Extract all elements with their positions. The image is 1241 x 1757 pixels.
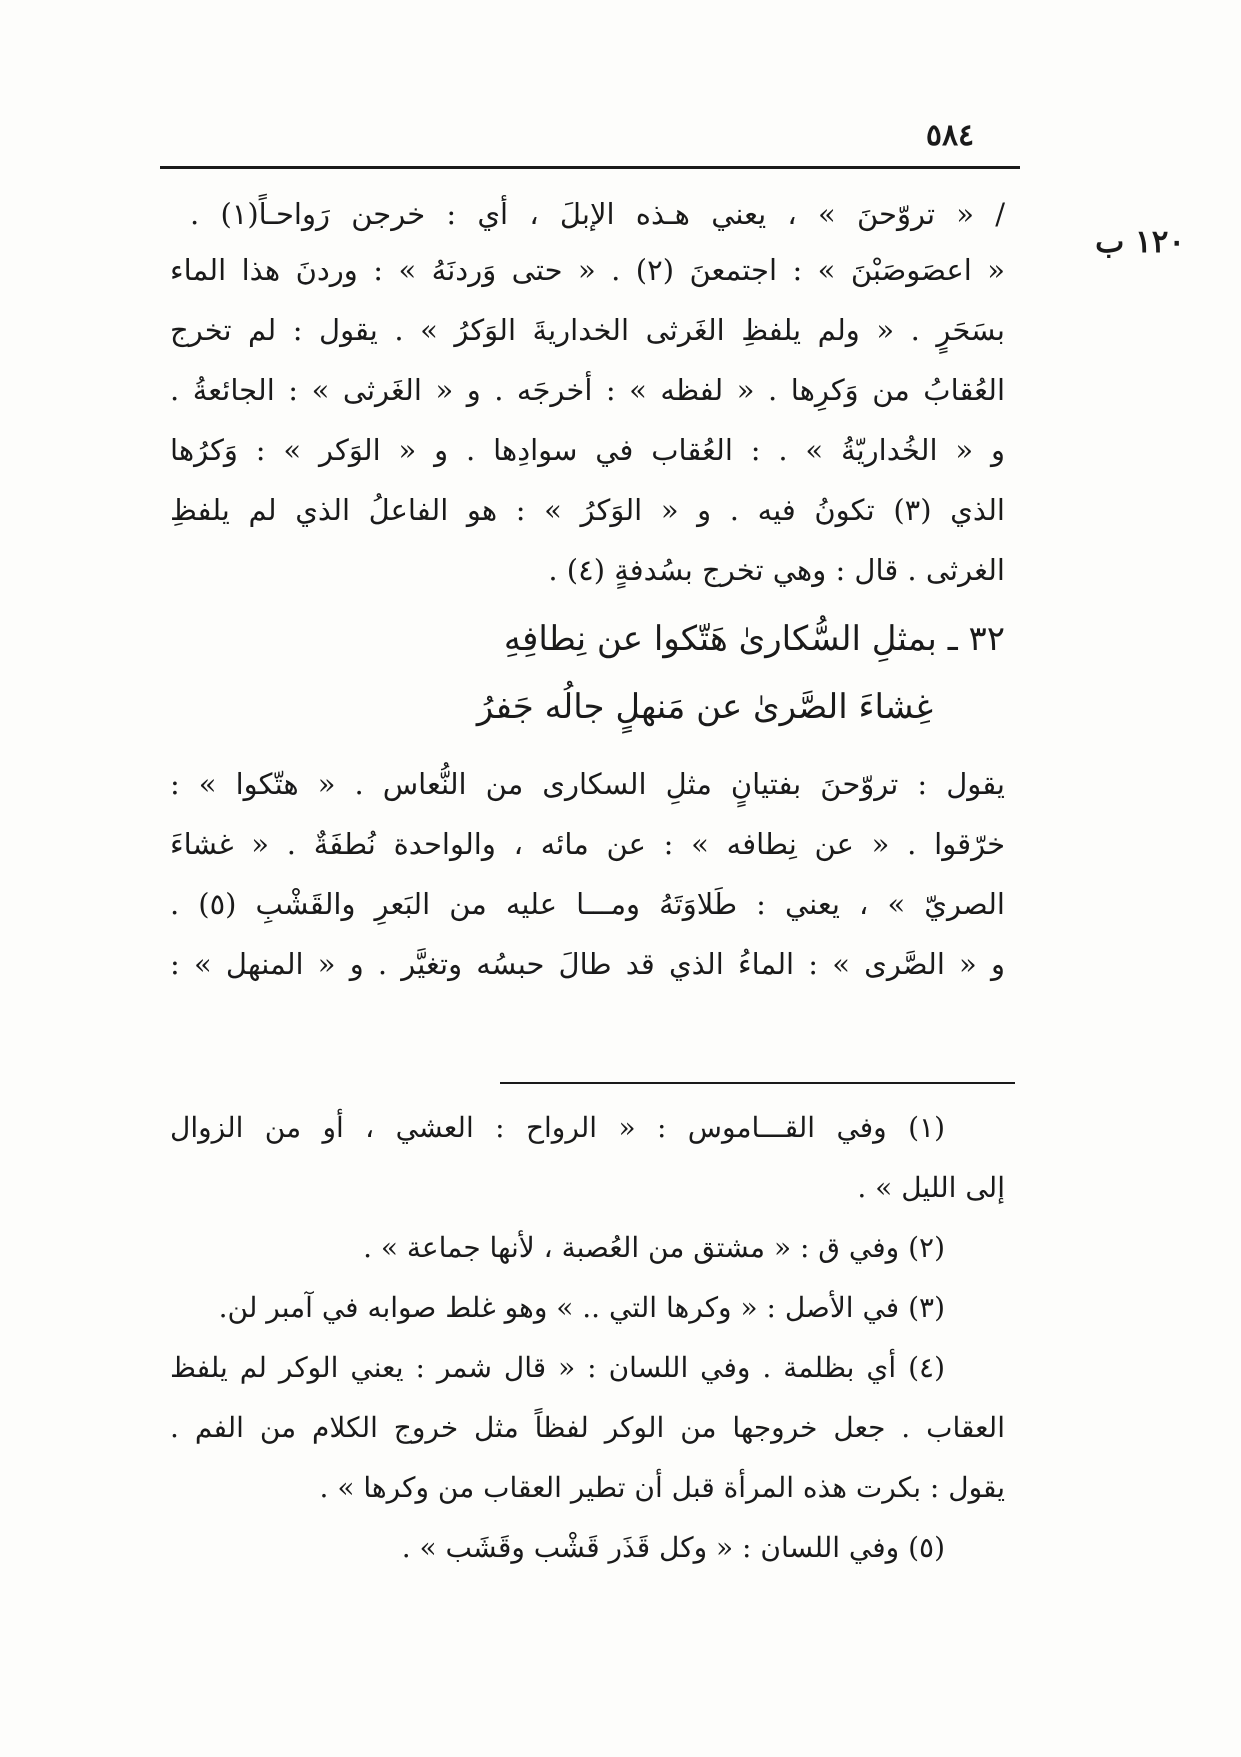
header-rule	[160, 166, 1020, 169]
body-line: « اعصَوصَبْنَ » : اجتمعنَ (٢) . « حتى وَردنَهُ » : وردنَ هذا الماء	[170, 253, 1005, 287]
footnote-line: (١) وفي القـــاموس : « الرواح : العشي ، أو من الزوال	[170, 1111, 945, 1144]
footnote-line: (٣) في الأصل : « وكرها التي .. » وهو غلط صوابه في آمبر لن.	[218, 1291, 945, 1324]
body-line: الذي (٣) تكونُ فيه . و « الوَكرُ » : هو الفاعلُ الذي لم يلفظِ	[170, 493, 1005, 527]
body-line: الغرثى . قال : وهي تخرج بسُدفةٍ (٤) .	[548, 553, 1005, 587]
commentary-line: و « الصَّرى » : الماءُ الذي قد طالَ حبسُه وتغيَّر . و « المنهل » :	[170, 947, 1005, 981]
footnote-line: (٥) وفي اللسان : « وكل قَذَر قَشْب وقَشَب » .	[401, 1531, 945, 1564]
body-line: و « الخُداريّةُ » . : العُقاب في سوادِها . و « الوَكر » : وَكرُها	[170, 433, 1005, 467]
footnote-line: إلى الليل » .	[857, 1171, 1005, 1204]
verse-line-1: ٣٢ ـ بمثلِ السُّكارىٰ هَتّكوا عن نِطافِهِ	[503, 619, 1005, 659]
body-line: / « تروّحنَ » ، يعني هـذه الإبلَ ، أي : خرجن رَواحـاً‏(١) .	[190, 197, 1005, 231]
body-line: بسَحَرٍ . « ولم يلفظِ الغَرثى الخداريةَ الوَكرُ » . يقول : لم تخرج	[170, 313, 1005, 347]
page-number: ٥٨٤	[925, 118, 975, 153]
footnote-line: (٢) وفي ق : « مشتق من العُصبة ، لأنها جماعة » .	[363, 1231, 945, 1264]
footnote-line: العقاب . جعل خروجها من الوكر لفظاً مثل خروج الكلام من الفم .	[170, 1411, 1005, 1444]
body-line: العُقابُ من وَكرِها . « لفظه » : أخرجَه . و « الغَرثى » : الجائعةُ .	[170, 373, 1005, 407]
footnote-rule	[500, 1082, 1015, 1084]
footnote-line: (٤) أي بظلمة . وفي اللسان : « قال شمر : يعني الوكر لم يلفظ	[170, 1351, 945, 1384]
commentary-line: خرّقوا . « عن نِطافه » : عن مائه ، والواحدة نُطفَةٌ . « غشاءَ	[170, 827, 1005, 861]
footnote-line: يقول : بكرت هذه المرأة قبل أن تطير العقاب من وكرها » .	[319, 1471, 1005, 1504]
commentary-line: يقول : تروّحنَ بفتيانٍ مثلِ السكارى من النُّعاس . « هتّكوا » :	[170, 767, 1005, 801]
verse-line-2: غِشاءَ الصَّرىٰ عن مَنهلٍ جالُه جَفرُ	[476, 687, 933, 727]
commentary-line: الصريّ » ، يعني : طَلاوَتَهُ ومـــا عليه من البَعرِ والقَشْبِ (٥) .	[170, 887, 1005, 921]
margin-folio-note: ١٢٠ ب	[1095, 224, 1185, 260]
